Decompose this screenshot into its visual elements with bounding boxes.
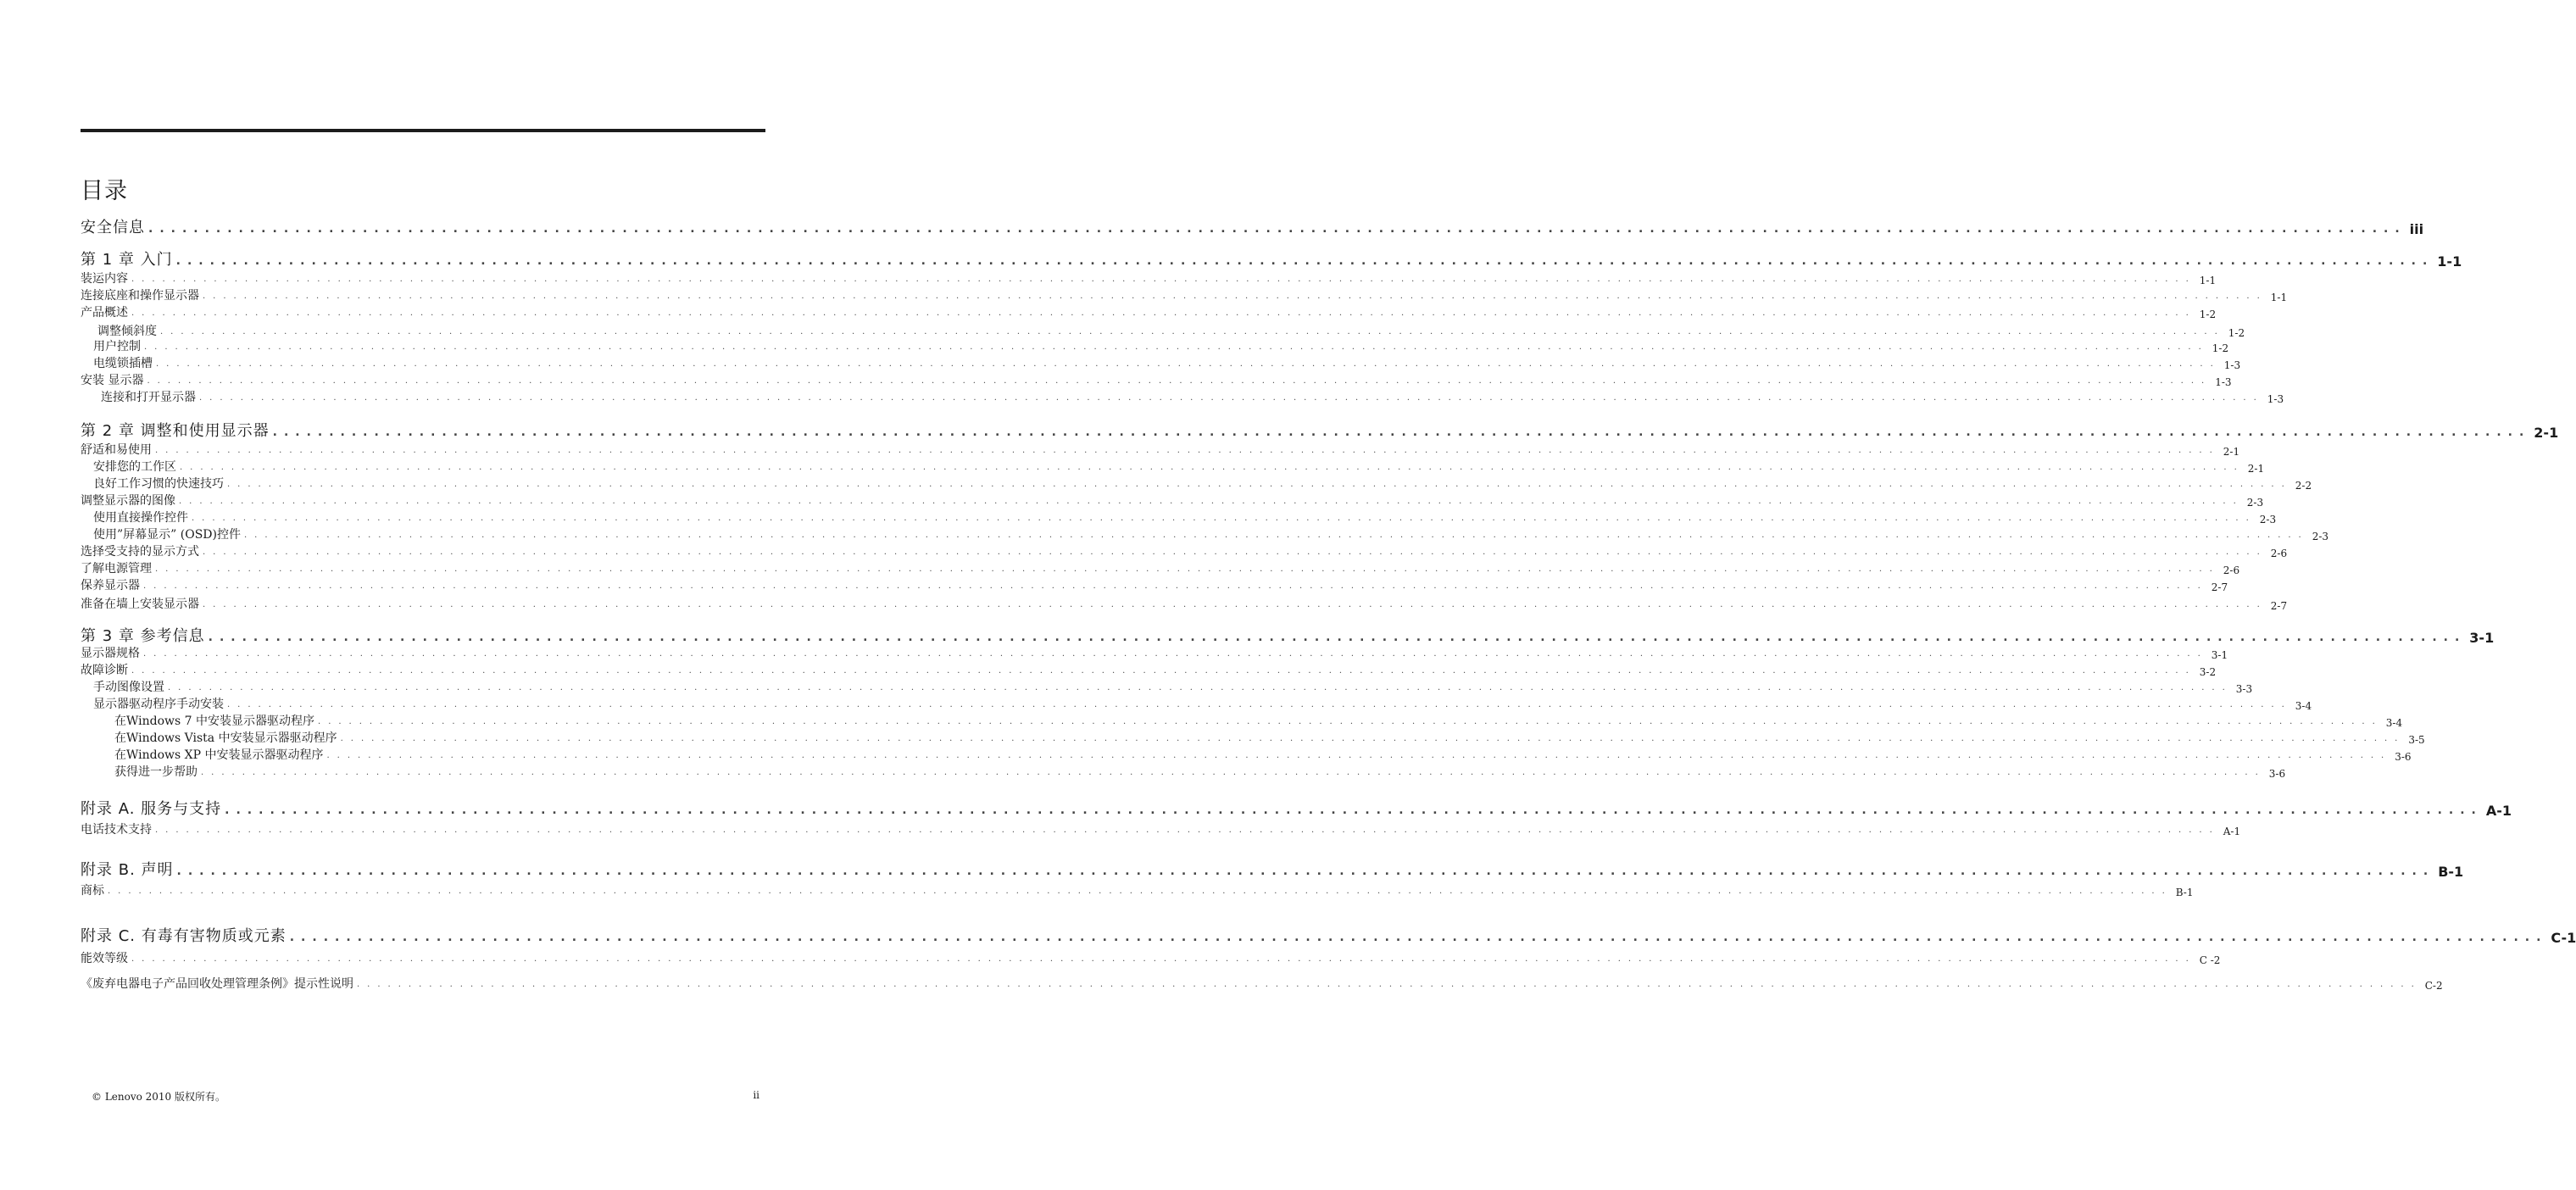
toc-entry-page: 2-3 — [2312, 531, 2329, 542]
dot-leader: ........................................................................................................................................................................................................ — [131, 275, 2196, 284]
dot-leader: ........................................................................................................................................................................................................ — [227, 700, 2292, 709]
toc-section-entry[interactable] — [93, 509, 2277, 525]
toc-entry-label: 准备在墙上安装显示器 — [81, 598, 199, 611]
dot-leader: ........................................................................................................................................................................................................ — [176, 865, 2435, 878]
toc-entry-page: 3-4 — [2385, 717, 2403, 729]
toc-entry-page: 3-4 — [2295, 700, 2312, 712]
dot-leader: ........................................................................................................................................................................................................ — [147, 376, 2212, 386]
dot-leader: ........................................................................................................................................................................................................ — [108, 887, 2173, 896]
toc-entry-label: 第 3 章 参考信息 — [81, 627, 205, 645]
page-number: ii — [753, 1089, 759, 1101]
dot-leader: ........................................................................................................................................................................................................ — [148, 222, 2406, 236]
dot-leader: ........................................................................................................................................................................................................ — [227, 480, 2292, 489]
dot-leader: ........................................................................................................................................................................................................ — [155, 826, 2220, 835]
toc-section-entry[interactable] — [93, 458, 2265, 475]
dot-leader: ........................................................................................................................................................................................................ — [199, 393, 2264, 403]
toc-entry-label: 电缆锁插槽 — [93, 357, 153, 370]
toc-section-entry[interactable] — [81, 949, 2221, 966]
dot-leader: ........................................................................................................................................................................................................ — [208, 631, 2467, 644]
toc-entry-page: 2-6 — [2223, 564, 2240, 576]
toc-section-entry[interactable] — [81, 492, 2264, 509]
toc-entry-page: 3-1 — [2211, 649, 2228, 661]
toc-entry-page: 2-1 — [2247, 463, 2265, 475]
dot-leader: ........................................................................................................................................................................................................ — [180, 463, 2245, 472]
toc-entry-page: 1-2 — [2228, 327, 2245, 339]
toc-entry-label: 在Windows 7 中安装显示器驱动程序 — [114, 715, 315, 728]
toc-section-entry[interactable] — [93, 475, 2312, 492]
dot-leader: ........................................................................................................................................................................................................ — [179, 497, 2244, 506]
toc-entry-page: C-2 — [2424, 980, 2443, 992]
dot-leader: ........................................................................................................................................................................................................ — [168, 683, 2233, 692]
toc-section-entry[interactable] — [114, 746, 2412, 763]
toc-entry-label: 附录 B. 声明 — [81, 861, 174, 879]
toc-section-entry[interactable] — [81, 881, 2194, 898]
toc-entry-page: 3-3 — [2235, 683, 2253, 695]
toc-entry-page: 1-3 — [2223, 359, 2241, 371]
dot-leader: ........................................................................................................................................................................................................ — [318, 717, 2383, 726]
toc-section-entry[interactable] — [81, 559, 2240, 576]
toc-entry-label: 《废弃电器电子产品回收处理管理条例》提示性说明 — [81, 977, 353, 991]
dot-leader: ........................................................................................................................................................................................................ — [289, 931, 2548, 944]
toc-section-entry[interactable] — [93, 695, 2312, 712]
dot-leader: ........................................................................................................................................................................................................ — [156, 359, 2221, 369]
toc-entry-page: 2-6 — [2270, 548, 2288, 559]
dot-leader: ........................................................................................................................................................................................................ — [340, 734, 2406, 743]
dot-leader: ........................................................................................................................................................................................................ — [203, 292, 2267, 301]
toc-section-entry[interactable] — [81, 644, 2228, 661]
toc-entry-label: 选择受支持的显示方式 — [81, 545, 199, 559]
toc-entry-page: 1-1 — [2199, 275, 2217, 286]
dot-leader: ........................................................................................................................................................................................................ — [155, 564, 2220, 574]
toc-entry-page: 2-3 — [2259, 514, 2277, 525]
toc-entry-label: 装运内容 — [81, 272, 128, 286]
toc-entry-label: 电话技术支持 — [81, 823, 152, 837]
toc-section-entry[interactable] — [81, 576, 2228, 593]
toc-section-entry[interactable] — [97, 322, 2245, 339]
toc-section-entry[interactable] — [93, 525, 2329, 542]
toc-entry-page: 2-1 — [2223, 446, 2240, 458]
dot-leader: ........................................................................................................................................................................................................ — [144, 342, 2209, 352]
toc-entry-page: A-1 — [2223, 826, 2241, 837]
toc-entry-label: 使用直接操作控件 — [93, 511, 188, 525]
toc-entry-label: 连接底座和操作显示器 — [81, 289, 199, 303]
page-title: 目录 — [81, 178, 128, 204]
dot-leader: ........................................................................................................................................................................................................ — [155, 446, 2220, 455]
toc-entry-label: 显示器规格 — [81, 647, 140, 660]
toc-section-entry[interactable] — [81, 661, 2217, 678]
toc-section-entry[interactable] — [101, 388, 2284, 405]
dot-leader: ........................................................................................................................................................................................................ — [131, 309, 2196, 318]
dot-leader: ........................................................................................................................................................................................................ — [160, 327, 2225, 336]
toc-entry-label: 在Windows XP 中安装显示器驱动程序 — [114, 748, 324, 762]
toc-section-entry[interactable] — [114, 729, 2425, 746]
toc-section-entry[interactable] — [93, 678, 2253, 695]
toc-entry-label: 调整显示器的图像 — [81, 494, 175, 508]
dot-leader: ........................................................................................................................................................................................................ — [175, 254, 2434, 268]
toc-entry-label: 第 2 章 调整和使用显示器 — [81, 422, 270, 440]
toc-entry-label: 舒适和易使用 — [81, 443, 152, 457]
toc-entry-page: 2-3 — [2246, 497, 2264, 509]
toc-entry-label: 手动图像设置 — [93, 681, 164, 694]
toc-chapter-entry[interactable] — [81, 420, 2559, 441]
toc-entry-label: 调整倾斜度 — [97, 325, 157, 338]
toc-entry-label: 附录 C. 有毒有害物质或元素 — [81, 927, 287, 945]
toc-section-entry[interactable] — [81, 270, 2217, 286]
toc-entry-label: 附录 A. 服务与支持 — [81, 800, 222, 818]
toc-entry-page: 3-6 — [2268, 768, 2286, 780]
toc-entry-page: 2-2 — [2295, 480, 2312, 492]
toc-entry-page: 1-1 — [2270, 292, 2288, 303]
toc-entry-page: iii — [2409, 221, 2424, 237]
toc-entry-label: 用户控制 — [93, 340, 141, 353]
toc-entry-page: 3-1 — [2469, 630, 2495, 646]
toc-section-entry[interactable] — [81, 542, 2288, 559]
toc-entry-page: 1-1 — [2437, 253, 2462, 270]
toc-entry-label: 商标 — [81, 884, 104, 898]
toc-section-entry[interactable] — [93, 337, 2229, 354]
toc-entry-label: 使用”屏幕显示” (OSD)控件 — [93, 528, 241, 542]
toc-entry-label: 在Windows Vista 中安装显示器驱动程序 — [114, 731, 337, 745]
dot-leader: ........................................................................................................................................................................................................ — [243, 531, 2309, 540]
toc-section-entry[interactable] — [114, 763, 2286, 780]
toc-section-entry[interactable] — [93, 354, 2241, 371]
dot-leader: ........................................................................................................................................................................................................ — [143, 581, 2208, 591]
dot-leader: ........................................................................................................................................................................................................ — [201, 768, 2266, 777]
dot-leader: ........................................................................................................................................................................................................ — [326, 751, 2392, 760]
toc-chapter-entry[interactable] — [81, 926, 2576, 946]
dot-leader: ........................................................................................................................................................................................................ — [131, 666, 2196, 676]
toc-entry-label: 产品概述 — [81, 306, 128, 320]
toc-entry-label: 安装 显示器 — [81, 374, 144, 387]
dot-leader: ........................................................................................................................................................................................................ — [357, 980, 2422, 989]
toc-chapter-entry[interactable] — [81, 217, 2424, 237]
toc-entry-page: 3-2 — [2199, 666, 2217, 678]
toc-entry-page: 2-7 — [2270, 600, 2288, 612]
dot-leader: ........................................................................................................................................................................................................ — [192, 514, 2256, 523]
toc-entry-page: 2-7 — [2211, 581, 2228, 593]
toc-entry-page: 1-3 — [2215, 376, 2232, 388]
toc-entry-page: 1-2 — [2212, 342, 2229, 354]
toc-section-entry[interactable] — [81, 595, 2288, 612]
toc-entry-page: 3-6 — [2395, 751, 2412, 763]
toc-entry-page: 1-3 — [2267, 393, 2284, 405]
toc-section-entry[interactable] — [81, 286, 2288, 303]
toc-section-entry[interactable] — [81, 820, 2241, 837]
toc-entry-page: B-1 — [2438, 864, 2464, 880]
toc-chapter-entry[interactable] — [81, 249, 2462, 270]
toc-section-entry[interactable] — [81, 975, 2443, 992]
toc-entry-label: 获得进一步帮助 — [114, 765, 198, 779]
toc-entry-page: C -2 — [2199, 954, 2221, 966]
toc-entry-label: 良好工作习惯的快速技巧 — [93, 477, 224, 491]
dot-leader: ........................................................................................................................................................................................................ — [272, 425, 2531, 439]
toc-section-entry[interactable] — [81, 303, 2217, 320]
dot-leader: ........................................................................................................................................................................................................ — [131, 954, 2196, 964]
copyright-notice: © Lenovo 2010 版权所有。 — [92, 1091, 226, 1103]
toc-chapter-entry[interactable] — [81, 626, 2495, 646]
toc-entry-label: 连接和打开显示器 — [101, 391, 196, 404]
toc-entry-label: 安排您的工作区 — [93, 460, 176, 474]
toc-entry-page: A-1 — [2485, 803, 2512, 819]
toc-chapter-entry[interactable] — [81, 859, 2464, 880]
dot-leader: ........................................................................................................................................................................................................ — [143, 649, 2208, 659]
toc-entry-label: 保养显示器 — [81, 579, 140, 592]
toc-entry-label: 第 1 章 入门 — [81, 251, 173, 269]
dot-leader: ........................................................................................................................................................................................................ — [203, 548, 2267, 557]
toc-section-entry[interactable] — [81, 371, 2232, 388]
dot-leader: ........................................................................................................................................................................................................ — [203, 600, 2267, 609]
toc-entry-page: 2-1 — [2534, 425, 2559, 441]
toc-entry-page: C-1 — [2551, 930, 2576, 946]
toc-entry-label: 安全信息 — [81, 219, 145, 236]
toc-entry-page: 1-2 — [2199, 309, 2217, 320]
toc-entry-label: 显示器驱动程序手动安装 — [93, 698, 224, 711]
toc-entry-page: 3-5 — [2408, 734, 2425, 746]
toc-section-entry[interactable] — [114, 712, 2403, 729]
toc-section-entry[interactable] — [81, 441, 2240, 458]
toc-entry-page: B-1 — [2175, 887, 2194, 898]
toc-entry-label: 能效等级 — [81, 952, 128, 965]
dot-leader: ........................................................................................................................................................................................................ — [225, 804, 2483, 817]
toc-entry-label: 故障诊断 — [81, 664, 128, 677]
toc-chapter-entry[interactable] — [81, 798, 2512, 819]
toc-entry-label: 了解电源管理 — [81, 562, 152, 576]
